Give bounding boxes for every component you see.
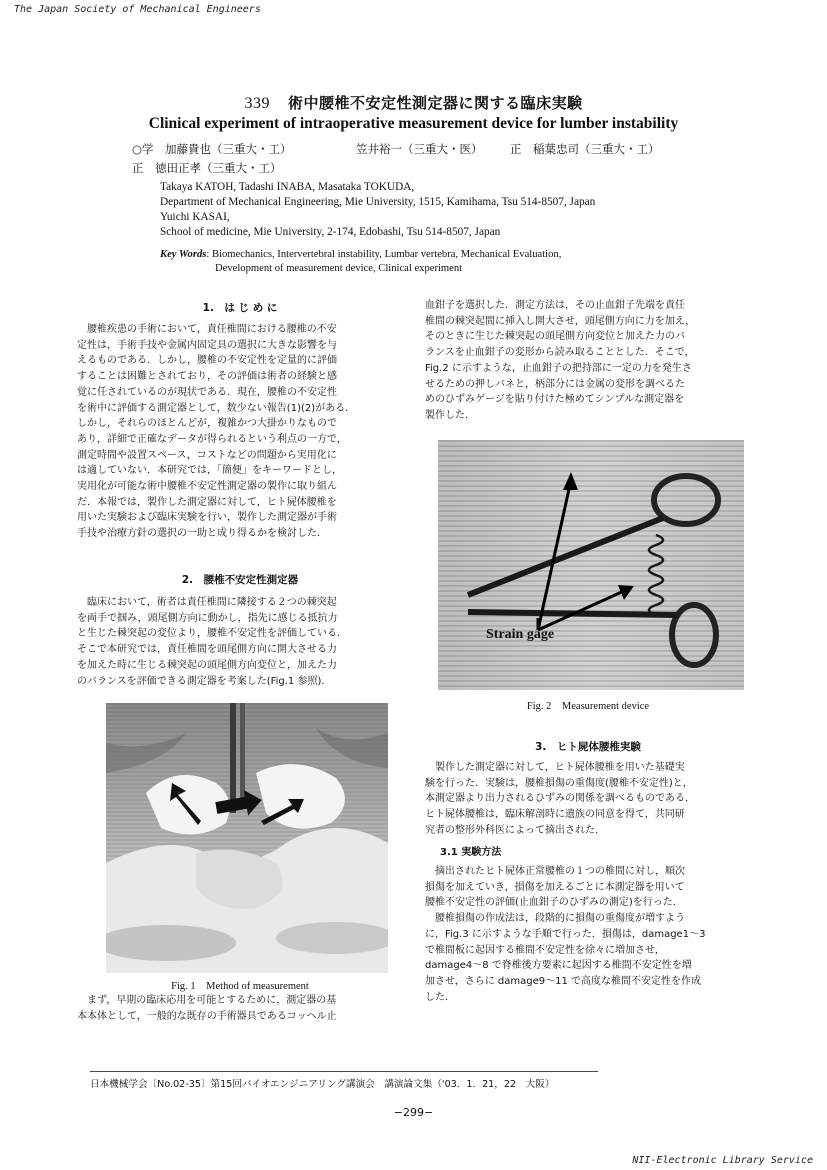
- text-line: せるための押しバネと，柄部分には金属の変形を調べるた: [425, 378, 685, 390]
- text-line: えるものである．しかし，腰椎の不安定性を定量的に評価: [77, 355, 337, 367]
- text-line: Fig.2 に示すような，止血鉗子の把持部に一定の力を発生さ: [425, 362, 692, 374]
- section-3-1-body: [425, 864, 751, 1005]
- text-line: ランスを止血鉗子の変形から読み取ることとした．そこで，: [425, 347, 695, 359]
- text-line: 腰椎損傷の作成法は，段階的に損傷の重傷度が増すよう: [435, 913, 685, 925]
- text-line: で椎間板に起因する椎間不安定性を徐々に増加させ，: [425, 944, 665, 956]
- text-line: しかし，それらのほとんどが，複雑かつ大掛かりなもので: [77, 418, 337, 430]
- conference-footer: 日本機械学会〔No.02-35〕第15回バイオエンジニアリング講演会 講演論文集（'03．1．21，22 大阪）: [90, 1079, 555, 1090]
- text-line: だ．本報では，製作した測定器に対して，ヒト屍体腰椎を: [77, 496, 337, 508]
- text-line: 損傷を加えていき，損傷を加えるごとに本測定器を用いて: [425, 881, 685, 893]
- keywords-label: Key Words: [160, 249, 207, 260]
- authors-en-line: Takaya KATOH, Tadashi INABA, Masataka TOKUDA,: [160, 181, 415, 193]
- section-3-heading: 3. ヒト屍体腰椎実験: [535, 741, 641, 753]
- text-line: 椎間の棘突起間に挿入し開大させ，頭尾側方向に力を加え，: [425, 315, 696, 327]
- text-line: まず，早期の臨床応用を可能とするために，測定器の基: [87, 995, 337, 1006]
- paper-title-en: Clinical experiment of intraoperative measurement device for lumber instability: [148, 115, 679, 132]
- left-column-tail: [77, 993, 403, 1024]
- text-line: そこで本研究では，責任椎間を頭尾側方向に開大させる力: [77, 644, 337, 656]
- section-1-body: [77, 322, 403, 542]
- text-line: 定性は，手術手技や金属内固定具の選択に大きな影響を与: [77, 339, 337, 351]
- keywords-line-1: : Biomechanics, Intervertebral instability, Lumbar vertebra, Mechanical Evaluation,: [206, 249, 562, 260]
- title-jp-text: 術中腰椎不安定性測定器に関する臨床実験: [287, 94, 583, 112]
- text-line: は適していない．本研究では，「簡便」をキーワードとし，: [77, 465, 342, 477]
- text-line: あり，詳細で正確なデータが得られるという利点の一方で，: [77, 433, 347, 445]
- figure-1-caption: Fig. 1 Method of measurement: [171, 981, 309, 992]
- author-jp-4: 正 徳田正孝（三重大・工）: [132, 161, 282, 175]
- figure-1-image: [106, 703, 388, 973]
- nii-footer: NII-Electronic Library Service: [632, 1155, 813, 1166]
- text-line: と生じた棘突起の変位より，腰椎不安定性を評価している．: [77, 628, 347, 640]
- paper-title-jp: [0, 92, 827, 113]
- authors-en-line: Yuichi KASAI,: [160, 211, 230, 223]
- section-1-heading: 1. は じ め に: [202, 302, 278, 314]
- text-line: 腰椎不安定性の評価(止血鉗子のひずみの測定)を行った．: [425, 897, 683, 909]
- text-line: 用いた実験および臨床実験を行い，製作した測定器が手術: [77, 512, 337, 524]
- text-line: 究者の整形外科医によって摘出された．: [425, 824, 605, 836]
- keywords-block: [160, 248, 561, 275]
- text-line: に，Fig.3 に示すような手順で行った．損傷は，damage1〜3: [425, 928, 706, 940]
- text-line: することは困難とされており，その評価は術者の経験と感: [77, 371, 337, 383]
- text-line: 製作した測定器に対して，ヒト屍体腰椎を用いた基礎実: [435, 762, 685, 773]
- figure-2-caption: Fig. 2 Measurement device: [526, 701, 650, 712]
- author-jp-3: 正 稲葉忠司（三重大・工）: [510, 142, 660, 156]
- text-line: めのひずみゲージを貼り付けた極めてシンプルな測定器を: [425, 394, 685, 406]
- figure-2-image: [438, 440, 744, 690]
- keywords-line-2: Development of measurement device, Clinical experiment: [215, 262, 463, 274]
- text-line: 本本体として，一般的な既存の手術器具であるコッヘル止: [77, 1010, 337, 1022]
- text-line: 血鉗子を選択した．測定方法は，その止血鉗子先端を責任: [425, 300, 685, 311]
- figure-1-illustration: [106, 703, 388, 973]
- text-line: を術中に評価する測定器として，数少ない報告(1)(2)がある．: [77, 402, 356, 414]
- section-2-heading: 2. 腰椎不安定性測定器: [181, 574, 299, 586]
- text-line: 製作した．: [425, 409, 475, 421]
- author-jp-1: ○学 加藤貴也（三重大・工）: [132, 142, 292, 156]
- section-3-1-heading: 3.1 実験方法: [440, 847, 502, 858]
- footer-divider: [90, 1071, 598, 1072]
- page-number: −299−: [393, 1106, 434, 1119]
- text-line: 臨床において，術者は責任椎間に隣接する２つの棘突起: [87, 597, 337, 608]
- paper-number: 339: [244, 95, 270, 112]
- text-line: 実用化が可能な術中腰椎不安定性測定器の製作に取り組ん: [77, 481, 337, 493]
- text-line: そのときに生じた棘突起の頭尾側方向変位と加えた力のバ: [425, 331, 685, 343]
- text-line: を加えた時に生じる棘突起の頭尾側方向変位と，加えた力: [77, 659, 337, 671]
- text-line: 覚に任されているのが現状である．現在，腰椎の不安定性: [77, 386, 337, 398]
- text-line: 加させ，さらに damage9〜11 で高度な椎間不安定性を作成: [425, 975, 701, 987]
- affiliation-en-line: Department of Mechanical Engineering, Mie University, 1515, Kamihama, Tsu 514-8507, Japan: [160, 196, 596, 208]
- text-line: 手技や治療方針の選択の一助と成り得るかを検討した．: [77, 528, 327, 540]
- strain-gage-label: Strain gage: [486, 627, 555, 642]
- figure-2-illustration: [438, 440, 744, 690]
- text-line: 測定時間や設置スペース，コストなどの問題から実用化に: [77, 449, 337, 461]
- text-line: した．: [425, 991, 455, 1003]
- author-jp-2: 笠井裕一（三重大・医）: [356, 142, 483, 156]
- right-column-intro: [425, 298, 751, 424]
- text-line: 摘出されたヒト屍体正常腰椎の１つの椎間に対し，順次: [435, 866, 685, 877]
- society-header: The Japan Society of Mechanical Engineers: [14, 4, 261, 15]
- text-line: damage4〜8 で脊椎後方要素に起因する椎間不安定性を増: [425, 960, 692, 972]
- text-line: 験を行った．実験は，腰椎損傷の重傷度(腰椎不安定性)と，: [425, 777, 693, 789]
- text-line: のバランスを評価できる測定器を考案した(Fig.1 参照).: [77, 675, 325, 687]
- text-line: 本測定器より出力されるひずみの関係を調べるものである．: [425, 793, 695, 805]
- affiliation-en-line: School of medicine, Mie University, 2-174, Edobashi, Tsu 514-8507, Japan: [160, 226, 501, 238]
- section-2-body: [77, 595, 403, 689]
- text-line: 腰椎疾患の手術において，責任椎間における腰椎の不安: [87, 324, 337, 335]
- text-line: ヒト屍体腰椎は，臨床解剖時に遺族の同意を得て，共同研: [425, 809, 685, 821]
- authors-en-block: [160, 180, 595, 240]
- text-line: を両手で掴み，頭尾側方向に動かし，指先に感じる抵抗力: [77, 612, 338, 624]
- section-3-body: [425, 760, 751, 839]
